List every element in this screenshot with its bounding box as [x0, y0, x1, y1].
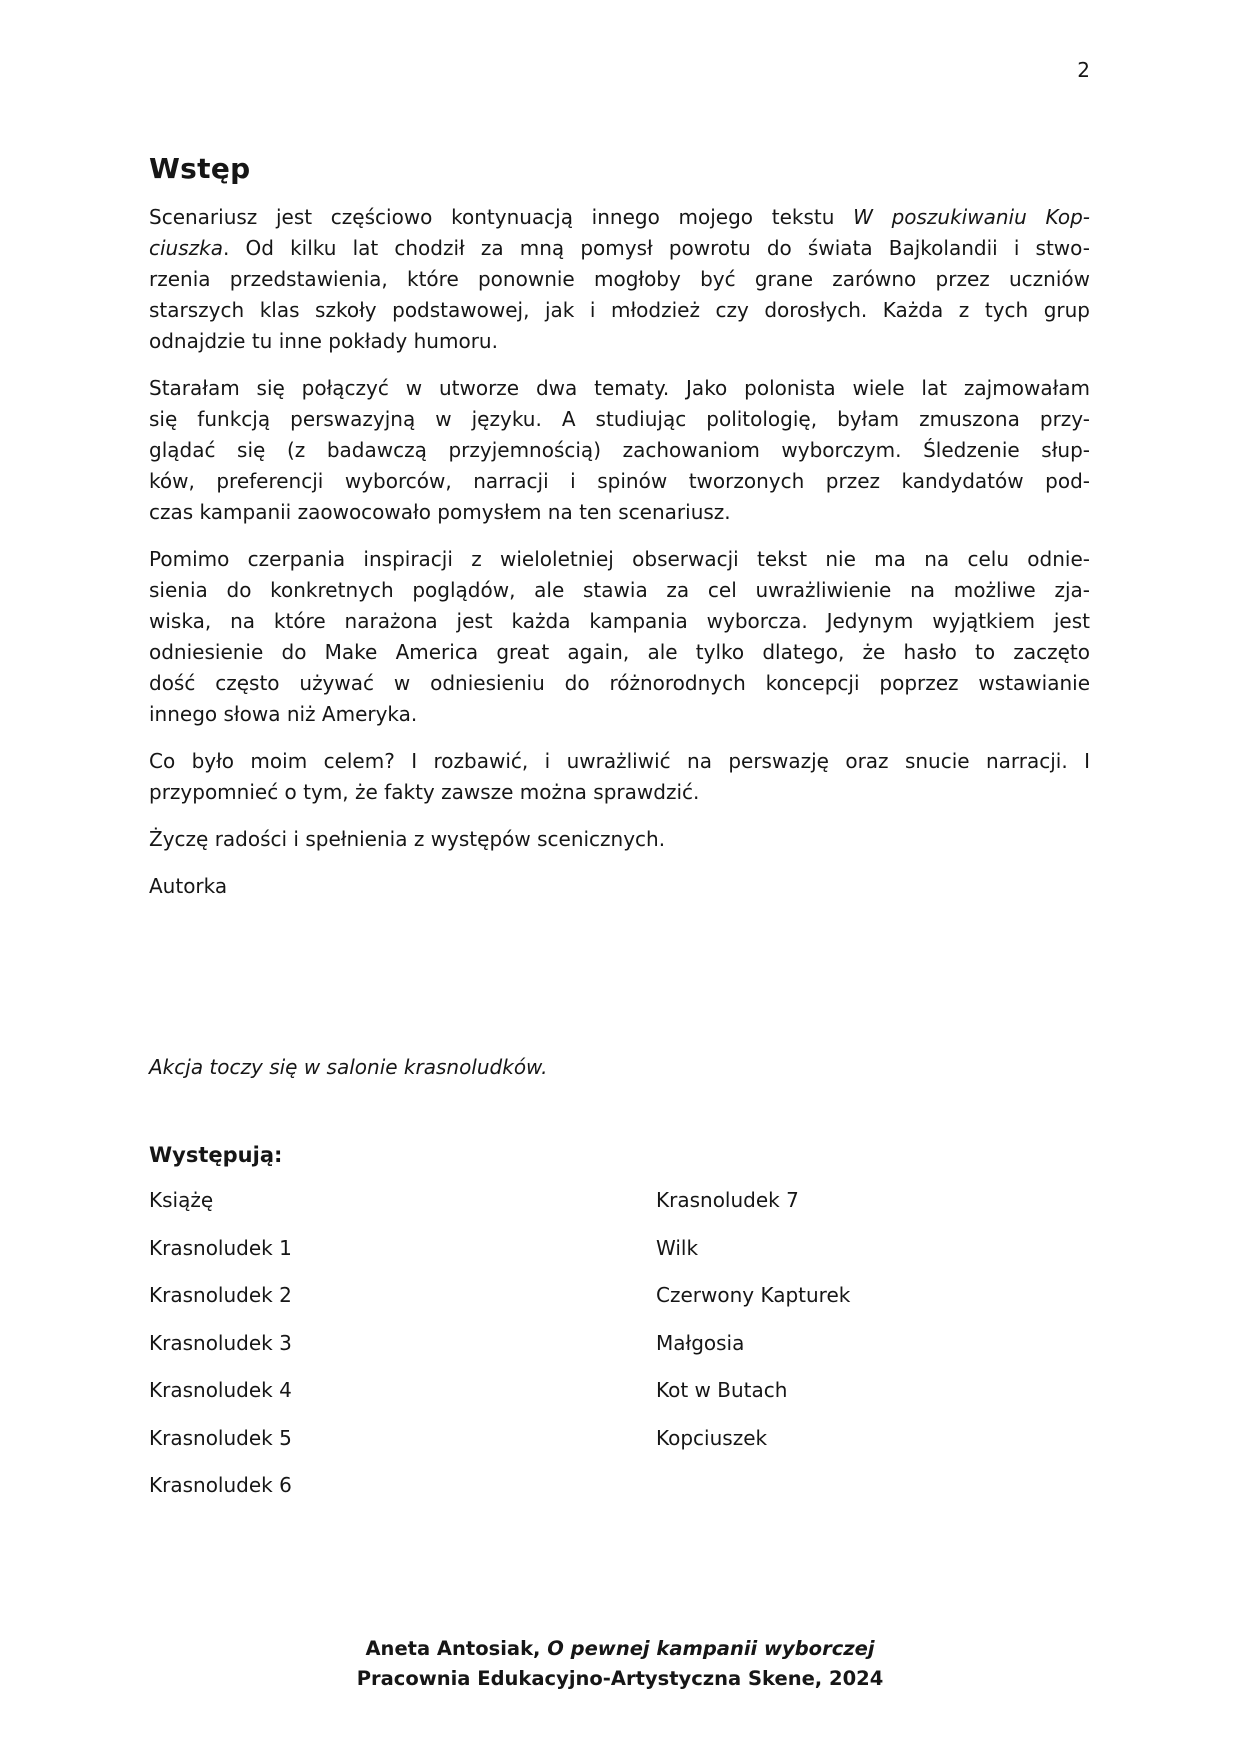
cast-item: Czerwony Kapturek [656, 1283, 851, 1307]
cast-item: Krasnoludek 7 [656, 1188, 799, 1212]
footer-title: O pewnej kampanii wyborczej [547, 1637, 875, 1660]
text-line [149, 233, 1090, 264]
paragraph-1 [149, 202, 1090, 357]
text-line: sienia do konkretnych poglądów, ale stawia za cel uwrażliwienie na możliwe zja- [149, 578, 1090, 602]
text-line: przypomnieć o tym, że fakty zawsze można sprawdzić. [149, 780, 700, 804]
text-line: czas kampanii zaowocowało pomysłem na ten scenariusz. [149, 500, 731, 524]
text-line: odniesienie do Make America great again, ale tylko dlatego, że hasło to zaczęto [149, 640, 1090, 664]
text-line: innego słowa niż Ameryka. [149, 702, 418, 726]
cast-item: Małgosia [656, 1330, 745, 1355]
text-run-italic: ciuszka [149, 236, 223, 260]
text-run: Scenariusz jest częściowo kontynuacją innego mojego tekstu [149, 205, 854, 229]
paragraph-4 [149, 746, 1090, 808]
cast-item: Krasnoludek 5 [149, 1425, 292, 1450]
section-heading: Wstęp [149, 152, 251, 185]
footer-line-2: Pracownia Edukacyjno-Artystyczna Skene, 2024 [356, 1667, 884, 1690]
text-line: Pomimo czerpania inspiracji z wieloletniej obserwacji tekst nie ma na celu odnie- [149, 547, 1090, 571]
text-line: odnajdzie tu inne pokłady humoru. [149, 329, 498, 353]
cast-item: Krasnoludek 1 [149, 1235, 292, 1260]
cast-item: Krasnoludek 6 [149, 1473, 292, 1497]
cast-item: Krasnoludek 3 [149, 1330, 292, 1355]
text-line: Życzę radości i spełnienia z występów scenicznych. [149, 827, 666, 851]
paragraph-5 [149, 824, 1090, 855]
text-line: ków, preferencji wyborców, narracji i spinów tworzonych przez kandydatów pod- [149, 469, 1090, 493]
cast-item: Krasnoludek 2 [149, 1283, 292, 1307]
footer-line-1 [0, 1634, 1240, 1664]
text-line: glądać się (z badawczą przyjemnością) zachowaniom wyborczym. Śledzenie słup- [149, 438, 1090, 462]
paragraph-2 [149, 373, 1090, 528]
cast-item: Krasnoludek 4 [149, 1378, 292, 1402]
body-text [149, 202, 1090, 902]
text-run-italic: W poszukiwaniu Kop- [853, 205, 1090, 229]
text-run: . Od kilku lat chodził za mną pomysł powrotu do świata Bajkolandii i stwo- [222, 236, 1090, 260]
paragraph-author [149, 871, 1090, 902]
text-line: się funkcją perswazyjną w języku. A studiując politologię, byłam zmuszona przy- [149, 407, 1090, 431]
scene-note: Akcja toczy się w salonie krasnoludków. [149, 1055, 548, 1079]
text-line: dość często używać w odniesieniu do różnorodnych koncepcji poprzez wstawianie [149, 671, 1090, 695]
cast-item: Wilk [656, 1235, 699, 1260]
paragraph-3 [149, 544, 1090, 730]
cast-list [149, 1187, 1090, 1520]
cast-heading: Występują: [149, 1143, 283, 1167]
page-number: 2 [1077, 58, 1090, 82]
cast-item: Kopciuszek [656, 1425, 768, 1450]
cast-item: Książę [149, 1188, 214, 1212]
cast-item: Kot w Butach [656, 1378, 788, 1402]
text-line: Co było moim celem? I rozbawić, i uwrażliwić na perswazję oraz snucie narracji. I [149, 749, 1090, 773]
text-line: rzenia przedstawienia, które ponownie mogłoby być grane zarówno przez uczniów [149, 267, 1090, 291]
text-line: Starałam się połączyć w utworze dwa tematy. Jako polonista wiele lat zajmowałam [149, 376, 1090, 400]
footer-author: Aneta Antosiak, [365, 1637, 548, 1660]
page-footer [0, 1634, 1240, 1694]
text-line: wiska, na które narażona jest każda kampania wyborcza. Jedynym wyjątkiem jest [149, 609, 1090, 633]
text-line [149, 202, 1090, 233]
text-line: starszych klas szkoły podstawowej, jak i młodzież czy dorosłych. Każda z tych grup [149, 298, 1090, 322]
text-line: Autorka [149, 874, 228, 898]
